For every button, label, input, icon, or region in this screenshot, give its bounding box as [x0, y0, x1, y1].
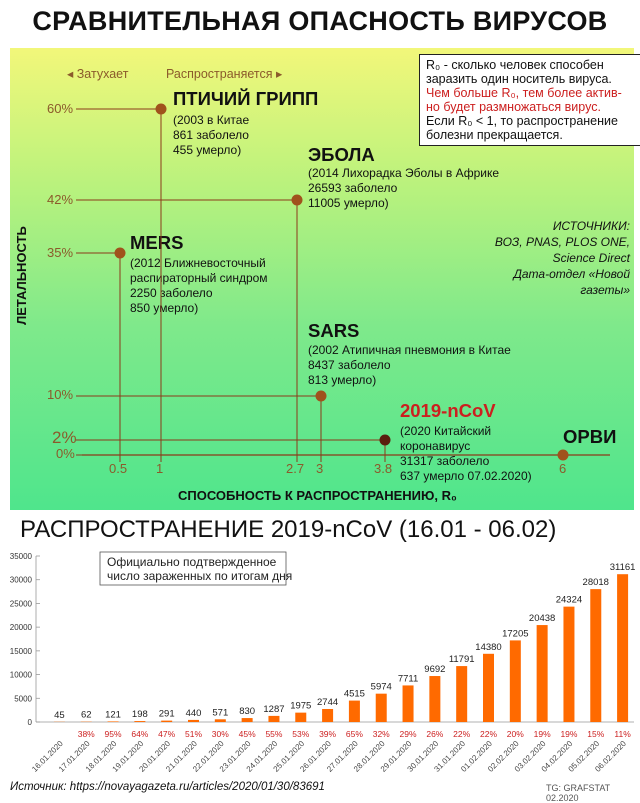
- growth-label: 30%: [212, 729, 229, 739]
- bar-value-label: 2744: [317, 697, 338, 708]
- growth-label: 29%: [400, 729, 417, 739]
- growth-label: 19%: [560, 729, 577, 739]
- point-name-ncov: 2019-nCoV: [400, 400, 496, 422]
- growth-label: 39%: [319, 729, 336, 739]
- info-line-2: Чем больше R₀, тем более актив- но будет размножаться вирус.: [426, 86, 638, 114]
- y-tick-label: 2%: [52, 428, 77, 448]
- category-label: 24.01.2020: [245, 739, 280, 774]
- data-point: [558, 450, 569, 461]
- growth-label: 26%: [426, 729, 443, 739]
- point-desc-ebola: (2014 Лихорадка Эболы в Африке 26593 заболело 11005 умерло): [308, 166, 499, 211]
- bar: [349, 701, 360, 722]
- bar-y-tick-label: 25000: [10, 599, 33, 608]
- x-tick-label: 2.7: [286, 461, 304, 476]
- growth-label: 22%: [480, 729, 497, 739]
- bar: [510, 640, 521, 722]
- bar-value-label: 28018: [583, 577, 609, 588]
- y-axis-label: ЛЕТАЛЬНОСТЬ: [14, 226, 29, 325]
- bar-value-label: 440: [186, 708, 202, 719]
- category-label: 01.02.2020: [459, 739, 494, 774]
- bar-y-tick-label: 5000: [14, 694, 32, 703]
- bar-value-label: 20438: [529, 613, 555, 624]
- sources-line: Science Direct: [474, 250, 630, 266]
- bar-value-label: 62: [81, 710, 92, 721]
- direction-right-label: Распространяется ▸: [166, 66, 282, 81]
- bar-value-label: 9692: [424, 664, 445, 675]
- y-tick-label: 60%: [47, 101, 73, 116]
- bar: [403, 685, 414, 722]
- direction-left-label: ◂ Затухает: [67, 66, 128, 81]
- source-footer: Источник: https://novayagazeta.ru/articles/2020/01/30/83691: [10, 781, 325, 793]
- y-tick-label: 0%: [56, 446, 75, 461]
- bar-value-label: 4515: [344, 689, 365, 700]
- bar: [563, 607, 574, 722]
- bar-value-label: 17205: [502, 628, 528, 639]
- x-tick-label: 1: [156, 461, 163, 476]
- bar: [188, 720, 199, 722]
- category-label: 19.01.2020: [111, 739, 146, 774]
- point-name-orvi: ОРВИ: [563, 426, 616, 448]
- y-tick-label: 10%: [47, 387, 73, 402]
- category-label: 18.01.2020: [84, 739, 119, 774]
- category-label: 20.01.2020: [137, 739, 172, 774]
- category-label: 03.02.2020: [513, 739, 548, 774]
- bar: [456, 666, 467, 722]
- bar-y-tick-label: 10000: [10, 671, 33, 680]
- point-name-ebola: ЭБОЛА: [308, 144, 375, 166]
- bar-y-tick-label: 15000: [10, 647, 33, 656]
- growth-label: 45%: [239, 729, 256, 739]
- data-point: [316, 391, 327, 402]
- legend-note-text: число зараженных по итогам дня: [107, 569, 292, 583]
- legend-note-text: Официально подтвержденное: [107, 555, 277, 569]
- category-label: 31.01.2020: [432, 739, 467, 774]
- x-tick-label: 3.8: [374, 461, 392, 476]
- bar: [161, 721, 172, 722]
- category-label: 30.01.2020: [406, 739, 441, 774]
- y-tick-label: 42%: [47, 192, 73, 207]
- sources-line: Дата-отдел «Новой газеты»: [474, 266, 630, 298]
- growth-label: 51%: [185, 729, 202, 739]
- growth-label: 47%: [158, 729, 175, 739]
- bar: [590, 589, 601, 722]
- point-desc-sars: (2002 Атипичная пневмония в Китае 8437 заболело 813 умерло): [308, 343, 511, 388]
- category-label: 28.01.2020: [352, 739, 387, 774]
- x-tick-label: 3: [316, 461, 323, 476]
- page-title: СРАВНИТЕЛЬНАЯ ОПАСНОСТЬ ВИРУСОВ: [0, 6, 640, 37]
- growth-label: 55%: [265, 729, 282, 739]
- data-point: [292, 195, 303, 206]
- x-tick-label: 0.5: [109, 461, 127, 476]
- bar-value-label: 121: [105, 709, 121, 720]
- category-label: 25.01.2020: [272, 739, 307, 774]
- bar: [483, 654, 494, 722]
- bar-value-label: 31161: [610, 562, 636, 573]
- bar-value-label: 11791: [449, 654, 475, 665]
- bar-value-label: 571: [212, 707, 228, 718]
- category-label: 23.01.2020: [218, 739, 253, 774]
- category-label: 26.01.2020: [298, 739, 333, 774]
- bar: [108, 721, 119, 722]
- point-name-bird-flu: ПТИЧИЙ ГРИПП: [173, 88, 318, 110]
- data-point: [115, 248, 126, 259]
- category-label: 21.01.2020: [164, 739, 199, 774]
- point-desc-mers: (2012 Ближневосточный распираторный синдром 2250 заболело 850 умерло): [130, 256, 268, 316]
- point-name-sars: SARS: [308, 320, 359, 342]
- category-label: 27.01.2020: [325, 739, 360, 774]
- category-label: 06.02.2020: [593, 739, 628, 774]
- point-desc-bird-flu: (2003 в Китае 861 заболело 455 умерло): [173, 113, 249, 158]
- bar-value-label: 1975: [290, 701, 311, 712]
- growth-label: 19%: [534, 729, 551, 739]
- bar-value-label: 45: [54, 710, 65, 721]
- bar-value-label: 5974: [371, 682, 392, 693]
- growth-label: 53%: [292, 729, 309, 739]
- x-tick-label: 6: [559, 461, 566, 476]
- bar-value-label: 291: [159, 709, 175, 720]
- bar-value-label: 14380: [475, 642, 501, 653]
- category-label: 17.01.2020: [57, 739, 92, 774]
- bar-y-tick-label: 20000: [10, 623, 33, 632]
- bar: [242, 718, 253, 722]
- bar-y-tick-label: 30000: [10, 576, 33, 585]
- category-label: 16.01.2020: [30, 739, 65, 774]
- bar: [215, 719, 226, 722]
- bar-y-tick-label: 35000: [10, 552, 33, 561]
- category-label: 05.02.2020: [567, 739, 602, 774]
- bar-chart-title: РАСПРОСТРАНЕНИЕ 2019-nCoV (16.01 - 06.02): [20, 516, 556, 544]
- bar-value-label: 830: [239, 706, 255, 717]
- category-label: 02.02.2020: [486, 739, 521, 774]
- bar: [376, 694, 387, 722]
- category-label: 29.01.2020: [379, 739, 414, 774]
- data-point: [156, 104, 167, 115]
- growth-label: 20%: [507, 729, 524, 739]
- data-point: [380, 435, 391, 446]
- growth-label: 38%: [78, 729, 95, 739]
- bar: [322, 709, 333, 722]
- bar-value-label: 198: [132, 709, 148, 720]
- bar: [617, 574, 628, 722]
- point-name-mers: MERS: [130, 232, 183, 254]
- growth-label: 22%: [453, 729, 470, 739]
- bar: [537, 625, 548, 722]
- growth-label: 32%: [373, 729, 390, 739]
- y-tick-label: 35%: [47, 245, 73, 260]
- growth-label: 11%: [614, 729, 631, 739]
- info-line-3: Если R₀ < 1, то распространение болезни прекращается.: [426, 114, 638, 142]
- bar: [268, 716, 279, 722]
- point-desc-ncov: (2020 Китайский коронавирус 31317 заболело 637 умерло 07.02.2020): [400, 424, 532, 484]
- bar-value-label: 1287: [263, 704, 284, 715]
- growth-label: 65%: [346, 729, 363, 739]
- credit-label: TG: GRAFSTAT 02.2020: [546, 783, 640, 803]
- bar: [429, 676, 440, 722]
- info-line-1: R₀ - сколько человек способен заразить один носитель вируса.: [426, 58, 638, 86]
- growth-label: 95%: [105, 729, 122, 739]
- bar: [295, 713, 306, 722]
- growth-label: 64%: [131, 729, 148, 739]
- sources-line: ВОЗ, PNAS, PLOS ONE,: [474, 234, 630, 250]
- category-label: 22.01.2020: [191, 739, 226, 774]
- growth-label: 15%: [587, 729, 604, 739]
- sources-line: ИСТОЧНИКИ:: [474, 218, 630, 234]
- x-axis-label: СПОСОБНОСТЬ К РАСПРОСТРАНЕНИЮ, R₀: [178, 488, 457, 503]
- bar-value-label: 24324: [556, 595, 582, 606]
- bar-value-label: 7711: [398, 673, 418, 684]
- bar-y-tick-label: 0: [28, 718, 33, 727]
- category-label: 04.02.2020: [540, 739, 575, 774]
- bar: [134, 721, 145, 722]
